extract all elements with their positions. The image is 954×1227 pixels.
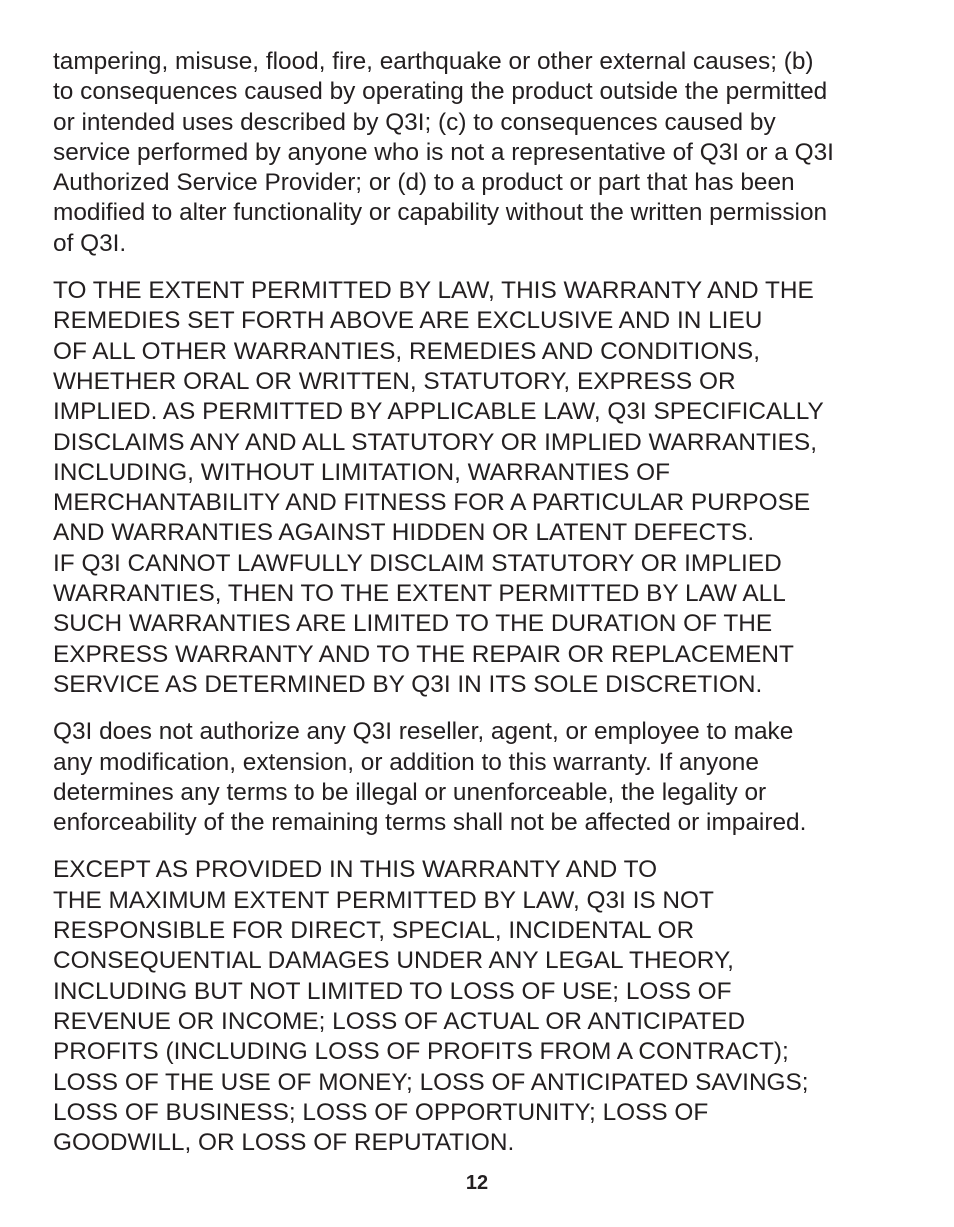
text-line: WHETHER ORAL OR WRITTEN, STATUTORY, EXPRESS OR [53,367,736,395]
text-line: EXCEPT AS PROVIDED IN THIS WARRANTY AND TO [53,856,658,884]
text-line: INCLUDING, WITHOUT LIMITATION, WARRANTIES OF [53,458,670,486]
text-line: modified to alter functionality or capability without the written permission [53,199,828,227]
text-line: GOODWILL, OR LOSS OF REPUTATION. [53,1129,515,1157]
text-line: SERVICE AS DETERMINED BY Q3I IN ITS SOLE DISCRETION. [53,670,763,698]
text-line: Q3I does not authorize any Q3I reseller, agent, or employee to make [53,718,794,746]
text-line: enforceability of the remaining terms shall not be affected or impaired. [53,809,807,837]
text-line: DISCLAIMS ANY AND ALL STATUTORY OR IMPLIED WARRANTIES, [53,428,817,456]
text-line: RESPONSIBLE FOR DIRECT, SPECIAL, INCIDENTAL OR [53,917,695,945]
paragraph-disclaimer [53,276,923,700]
text-line: TO THE EXTENT PERMITTED BY LAW, THIS WARRANTY AND THE [53,277,814,305]
text-line: IMPLIED. AS PERMITTED BY APPLICABLE LAW, Q3I SPECIFICALLY [53,398,824,426]
text-line: MERCHANTABILITY AND FITNESS FOR A PARTICULAR PURPOSE [53,489,811,517]
paragraph-liability-limitation [53,855,923,1158]
text-line: LOSS OF THE USE OF MONEY; LOSS OF ANTICIPATED SAVINGS; [53,1068,809,1096]
text-line: SUCH WARRANTIES ARE LIMITED TO THE DURATION OF THE [53,610,773,638]
text-line: tampering, misuse, flood, fire, earthquake or other external causes; (b) [53,48,814,75]
text-line: or intended uses described by Q3I; (c) to consequences caused by [53,108,776,136]
text-line: WARRANTIES, THEN TO THE EXTENT PERMITTED BY LAW ALL [53,580,786,608]
text-line: any modification, extension, or addition to this warranty. If anyone [53,748,759,776]
text-line: CONSEQUENTIAL DAMAGES UNDER ANY LEGAL THEORY, [53,947,734,975]
text-line: determines any terms to be illegal or unenforceable, the legality or [53,778,767,806]
paragraph-warranty-exclusions [53,47,923,259]
page-number: 12 [465,1172,489,1194]
text-line: INCLUDING BUT NOT LIMITED TO LOSS OF USE; LOSS OF [53,977,732,1005]
text-line: EXPRESS WARRANTY AND TO THE REPAIR OR REPLACEMENT [53,640,794,668]
text-line: Authorized Service Provider; or (d) to a product or part that has been [53,169,795,197]
text-line: IF Q3I CANNOT LAWFULLY DISCLAIM STATUTORY OR IMPLIED [53,549,782,577]
text-line: LOSS OF BUSINESS; LOSS OF OPPORTUNITY; LOSS OF [53,1098,709,1126]
text-line: REMEDIES SET FORTH ABOVE ARE EXCLUSIVE AND IN LIEU [53,307,763,335]
text-line: to consequences caused by operating the product outside the permitted [53,78,828,106]
paragraph-authorization [53,717,923,838]
text-line: PROFITS (INCLUDING LOSS OF PROFITS FROM A CONTRACT); [53,1038,789,1066]
document-page [53,47,923,1175]
text-line: of Q3I. [53,229,127,257]
text-line: service performed by anyone who is not a representative of Q3I or a Q3I [53,138,834,166]
text-line: REVENUE OR INCOME; LOSS OF ACTUAL OR ANTICIPATED [53,1007,746,1035]
text-line: AND WARRANTIES AGAINST HIDDEN OR LATENT DEFECTS. [53,519,755,547]
text-line: OF ALL OTHER WARRANTIES, REMEDIES AND CONDITIONS, [53,337,760,365]
text-line: THE MAXIMUM EXTENT PERMITTED BY LAW, Q3I IS NOT [53,886,714,914]
